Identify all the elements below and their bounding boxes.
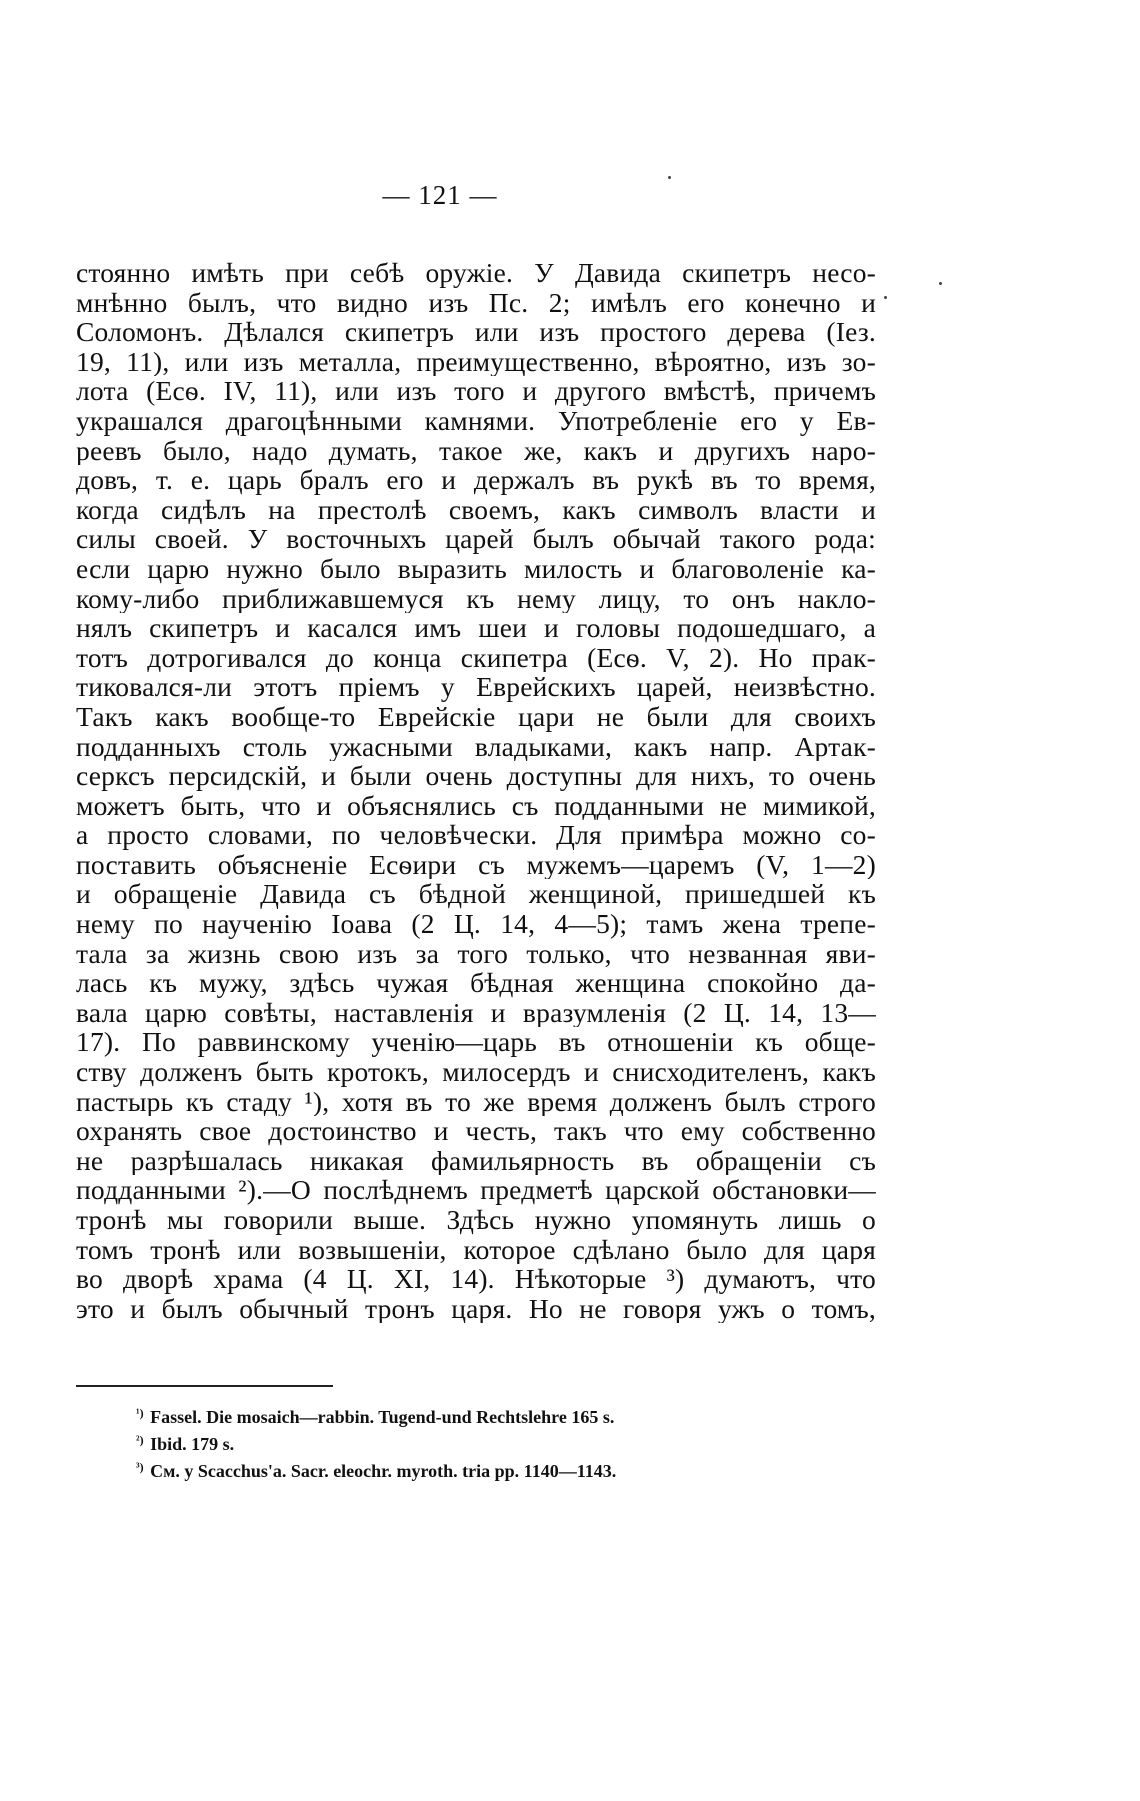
text-line: тала за жизнь свою изъ за того только, что незванная яви- bbox=[76, 938, 876, 969]
text-line: силы своей. У восточныхъ царей былъ обычай такого рода: bbox=[76, 524, 876, 554]
footnote-marker: ²) bbox=[136, 1433, 144, 1447]
text-line: лота (Есѳ. IV, 11), или изъ того и другого вмѣстѣ, причемъ bbox=[76, 376, 876, 406]
text-line: если царю нужно было выразить милость и благоволеніе ка- bbox=[76, 553, 876, 584]
text-line: когда сидѣлъ на престолѣ своемъ, какъ символъ власти и bbox=[76, 494, 876, 525]
footnotes bbox=[136, 1400, 876, 1481]
text-line: реевъ было, надо думать, такое же, какъ и другихъ наро- bbox=[76, 435, 876, 466]
text-line: и обращеніе Давида съ бѣдной женщиной, пришедшей къ bbox=[76, 879, 876, 910]
text-line: можетъ быть, что и объяснялись съ подданными не мимикой, bbox=[76, 790, 876, 821]
footnote-marker: ¹) bbox=[136, 1406, 144, 1420]
footnote-divider bbox=[76, 1385, 333, 1387]
text-line: украшался драгоцѣнными камнями. Употребленіе его у Ев- bbox=[76, 405, 876, 436]
text-line: во дворѣ храма (4 Ц. XI, 14). Нѣкоторые ³) думаютъ, что bbox=[76, 1264, 876, 1294]
text-line: кому-либо приближавшемуся къ нему лицу, то онъ накло- bbox=[76, 583, 876, 614]
text-line: мнѣнно былъ, что видно изъ Пс. 2; имѣлъ его конечно и bbox=[76, 287, 876, 318]
page-number: — 121 — bbox=[382, 180, 498, 210]
text-line: серксъ персидскій, и были очень доступны для нихъ, то очень bbox=[76, 761, 876, 791]
text-line: 17). По раввинскому ученію—царь въ отношеніи къ обще- bbox=[76, 1027, 876, 1058]
footnote-text: Fassel. Die mosaich—rabbin. Tugend-und Rechtslehre 165 s. bbox=[150, 1407, 615, 1427]
scan-speck bbox=[884, 296, 887, 299]
text-line: подданными ²).—О послѣднемъ предметѣ царской обстановки— bbox=[76, 1175, 876, 1205]
footnote-text: Ibid. 179 s. bbox=[150, 1434, 235, 1454]
text-line: нялъ скипетръ и касался имъ шеи и головы подошедшаго, а bbox=[76, 613, 876, 643]
text-line: а просто словами, по человѣчески. Для примѣра можно со- bbox=[76, 820, 876, 850]
text-line: томъ тронѣ или возвышеніи, которое сдѣлано было для царя bbox=[76, 1234, 876, 1265]
text-line: вала царю совѣты, наставленія и вразумленія (2 Ц. 14, 13— bbox=[76, 997, 876, 1028]
footnote bbox=[136, 1400, 876, 1427]
text-line: подданныхъ столь ужасными владыками, какъ напр. Артак- bbox=[76, 731, 876, 762]
text-line: тотъ дотрогивался до конца скипетра (Есѳ. V, 2). Но прак- bbox=[76, 642, 876, 673]
scan-speck bbox=[939, 282, 942, 285]
text-line: тиковался-ли этотъ пріемъ у Еврейскихъ царей, неизвѣстно. bbox=[76, 672, 876, 702]
text-line: довъ, т. е. царь бралъ его и держалъ въ рукѣ въ то время, bbox=[76, 465, 876, 495]
text-line: Такъ какъ вообще-то Еврейскіе цари не были для своихъ bbox=[76, 701, 876, 732]
text-line: нему по наученію Іоава (2 Ц. 14, 4—5); тамъ жена трепе- bbox=[76, 909, 876, 939]
text-line: стоянно имѣть при себѣ оружіе. У Давида скипетръ несо- bbox=[76, 258, 876, 288]
text-line: поставить объясненіе Есѳири съ мужемъ—царемъ (V, 1—2) bbox=[76, 849, 876, 880]
text-line: пастырь къ стаду ¹), хотя въ то же время долженъ былъ строго bbox=[76, 1086, 876, 1117]
text-line: 19, 11), или изъ металла, преимущественно, вѣроятно, изъ зо- bbox=[76, 346, 876, 377]
scan-speck bbox=[668, 176, 671, 179]
footnote-text: См. у Scacchus'a. Sacr. eleochr. myroth. tria pp. 1140—1143. bbox=[150, 1461, 617, 1481]
text-line: охранять свое достоинство и честь, такъ что ему собственно bbox=[76, 1116, 876, 1146]
text-line: это и былъ обычный тронъ царя. Но не говоря ужъ о томъ, bbox=[76, 1293, 876, 1324]
text-line: ству долженъ быть кротокъ, милосердъ и снисходителенъ, какъ bbox=[76, 1057, 876, 1087]
text-line: тронѣ мы говорили выше. Здѣсь нужно упомянуть лишь о bbox=[76, 1205, 876, 1235]
footnote-marker: ³) bbox=[136, 1460, 144, 1474]
footnote bbox=[136, 1427, 876, 1454]
text-line: не разрѣшалась никакая фамильярность въ обращеніи съ bbox=[76, 1145, 876, 1176]
footnote bbox=[136, 1454, 876, 1481]
text-line: лась къ мужу, здѣсь чужая бѣдная женщина спокойно да- bbox=[76, 968, 876, 998]
text-line: Соломонъ. Дѣлался скипетръ или изъ простого дерева (Іез. bbox=[76, 317, 876, 347]
body-text bbox=[76, 258, 876, 1323]
